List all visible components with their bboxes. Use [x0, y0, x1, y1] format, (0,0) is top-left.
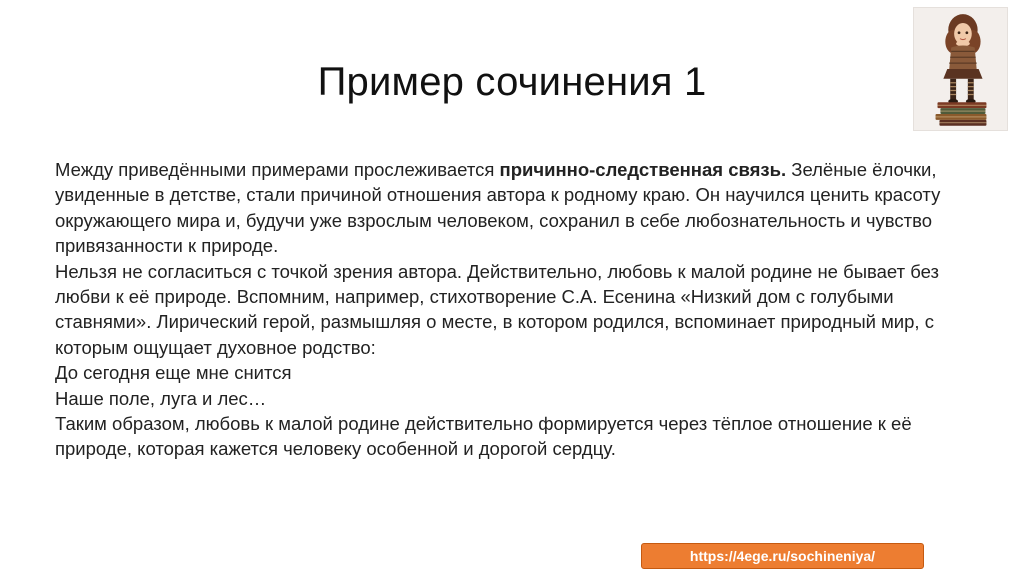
paragraph-cause-effect	[55, 157, 990, 259]
quote-line-1: До сегодня еще мне снится	[55, 362, 292, 384]
paragraph1-end: Зелёные ёлочки, увиденные в детстве, стали причиной отношения автора к родному краю. Он научился ценить красоту окружающего мира и, будучи уже взрослым человеком, сохранил в себе любознательность и чувство привязанности к природе.	[55, 159, 941, 257]
girl-on-books-illustration	[913, 7, 1008, 131]
quote-line-2: Наше поле, луга и лес…	[55, 387, 267, 409]
slide-title: Пример сочинения 1	[317, 60, 707, 104]
bold-term: причинно-следственная связь.	[499, 159, 787, 180]
essay-body	[55, 157, 990, 462]
paragraph-argument: Нельзя не согласиться с точкой зрения автора. Действительно, любовь к малой родине не бывает без любви к её природе. Вспомним, например, стихотворение С.А. Есенина «Низкий дом с голубыми ставнями». Лирический герой, размышляя о месте, в котором родился, вспоминает природный мир, с которым ощущает духовное родство:	[55, 260, 939, 358]
paragraph-conclusion: Таким образом, любовь к малой родине действительно формируется через тёплое отношение к её природе, которая кажется человеку особенной и дорогой сердцу.	[55, 413, 912, 460]
source-link-button[interactable]: https://4ege.ru/sochineniya/	[641, 543, 924, 569]
paragraph1-start: Между приведёнными примерами прослеживается	[55, 159, 500, 180]
